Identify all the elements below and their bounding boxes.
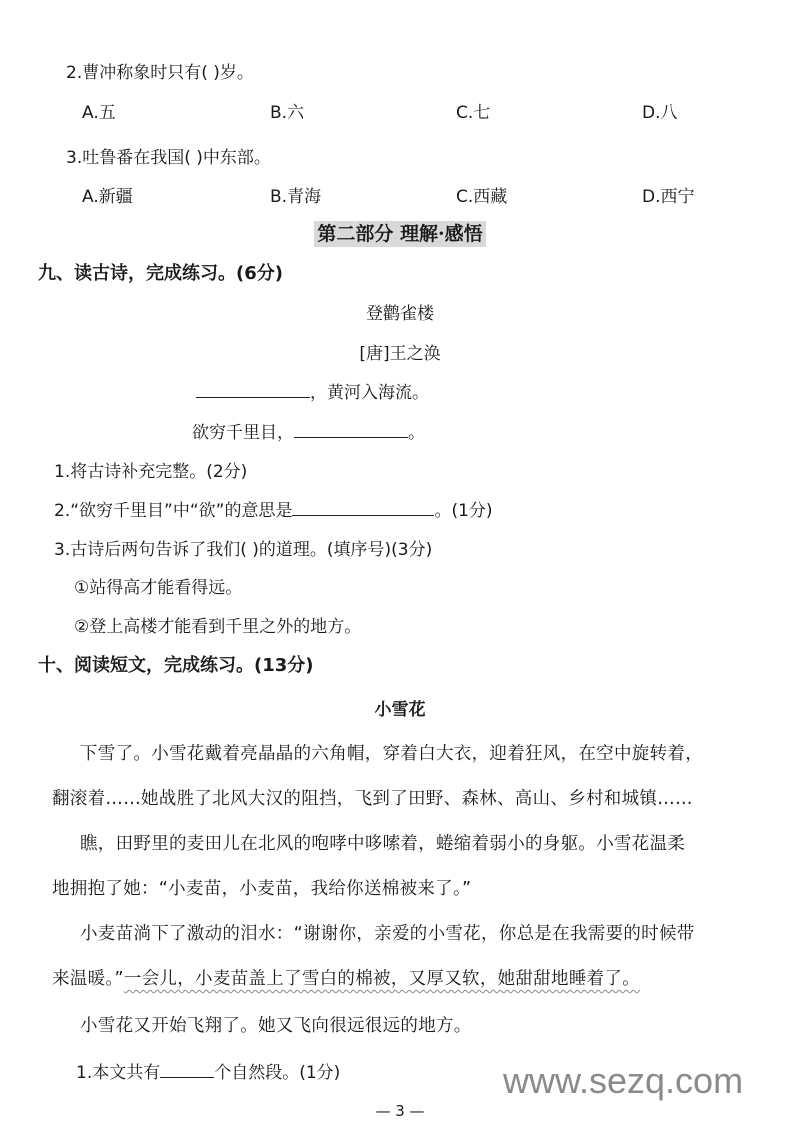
poem-line-1-blank[interactable]: [196, 397, 310, 398]
section-9-choice-1: ①站得高才能看得远。: [74, 578, 243, 598]
question-2-option-a: A.五: [82, 103, 116, 123]
section-9-heading: 九、读古诗，完成练习。(6分): [38, 263, 283, 284]
story-p2-line2: 地拥抱了她：“小麦苗，小麦苗，我给你送棉被来了。”: [52, 879, 472, 899]
section-9-question-3: 3.古诗后两句告诉了我们( )的道理。(填序号)(3分): [54, 540, 433, 560]
question-3-option-b: B.青海: [270, 187, 322, 207]
section-9-question-2-blank[interactable]: [292, 515, 434, 516]
section-10-question-1: [76, 1058, 340, 1083]
poem-line-2-blank[interactable]: [294, 437, 408, 438]
section-9-question-1: 1.将古诗补充完整。(2分): [54, 462, 248, 482]
question-3-option-c: C.西藏: [456, 187, 508, 207]
question-2-stem: 2.曹冲称象时只有( )岁。: [66, 63, 254, 83]
section-10-question-1-blank[interactable]: [160, 1077, 214, 1078]
poem-line-1: [196, 378, 429, 403]
section-9-question-2: [54, 496, 493, 521]
story-p2-line1: 瞧，田野里的麦田儿在北风的咆哮中哆嗦着，蜷缩着弱小的身躯。小雪花温柔: [80, 834, 686, 854]
story-p3-line2: [52, 965, 764, 990]
question-2-option-c: C.七: [456, 103, 491, 123]
question-3-stem: 3.吐鲁番在我国( )中东部。: [66, 148, 271, 168]
story-p4: 小雪花又开始飞翔了。她又飞向很远很远的地方。: [80, 1016, 472, 1036]
question-2-option-b: B.六: [270, 103, 305, 123]
part-2-banner: 第二部分 理解·感悟: [314, 221, 485, 247]
question-3-option-a: A.新疆: [82, 187, 133, 207]
story-p3-line1: 小麦苗淌下了激动的泪水：“谢谢你，亲爱的小雪花，你总是在我需要的时候带: [80, 924, 695, 944]
poem-line-2-end: 。: [408, 423, 425, 443]
part-2-banner-wrapper: [0, 219, 800, 246]
story-p1-line1: 下雪了。小雪花戴着亮晶晶的六角帽，穿着白大衣，迎着狂风，在空中旋转着，: [80, 744, 703, 764]
question-3-option-d: D.西宁: [642, 187, 695, 207]
poem-line-2: [192, 418, 425, 443]
section-9-choice-2: ②登上高楼才能看到千里之外的地方。: [74, 617, 362, 637]
poem-author: [唐]王之涣: [359, 344, 441, 364]
section-9-question-2-score: 。(1分): [434, 501, 493, 521]
poem-line-2-text: 欲穷千里目，: [192, 423, 294, 443]
section-10-question-1-text: 1.本文共有: [76, 1063, 161, 1083]
poem-line-1-text: ，黄河入海流。: [310, 383, 429, 403]
question-2-option-d: D.八: [642, 103, 678, 123]
story-p1-line2: 翻滚着……她战胜了北风大汉的阻挡，飞到了田野、森林、高山、乡村和城镇……: [52, 789, 693, 809]
section-9-question-2-text: 2.“欲穷千里目”中“欲”的意思是: [54, 501, 293, 521]
poem-title: 登鹳雀楼: [366, 304, 434, 324]
section-10-question-1-score: 个自然段。(1分): [214, 1063, 341, 1083]
page-number: — 3 —: [375, 1102, 425, 1120]
story-p3-line2-text: 来温暖。”: [52, 969, 124, 989]
story-wavy-underlined-sentence: 一会儿，小麦苗盖上了雪白的棉被，又厚又软，她甜甜地睡着了。: [123, 969, 641, 989]
watermark: www.sezq.com: [503, 1060, 744, 1101]
story-title: 小雪花: [374, 700, 426, 720]
section-10-heading: 十、阅读短文，完成练习。(13分): [38, 655, 314, 676]
